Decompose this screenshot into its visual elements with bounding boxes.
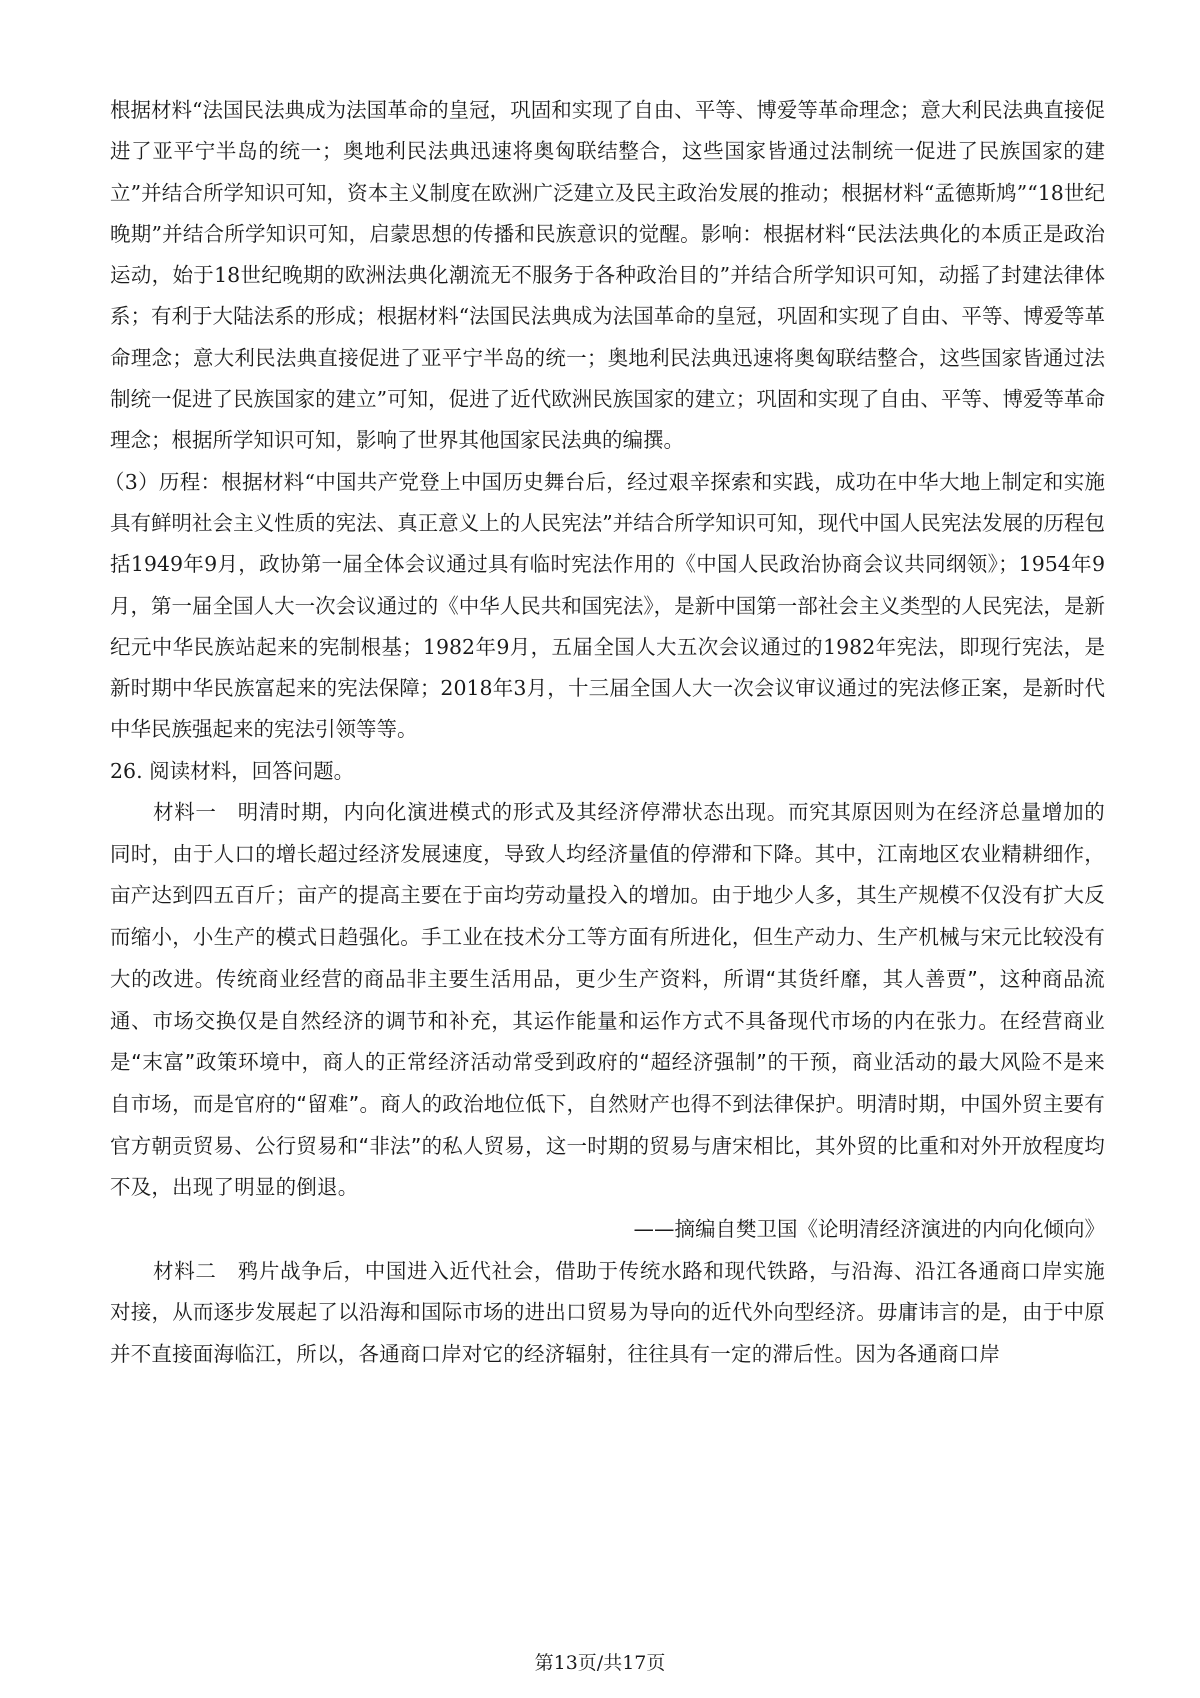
analysis-paragraph-1: 根据材料“法国民法典成为法国革命的皇冠，巩固和实现了自由、平等、博爱等革命理念；意大利民法典直接促进了亚平宁半岛的统一；奥地利民法典迅速将奥匈联结整合，这些国家皆通过法制统一促进了民族国家的建立”并结合所学知识可知，资本主义制度在欧洲广泛建立及民主政治发展的推动；根据材料“孟德斯鸠”“18世纪晚期”并结合所学知识可知，启蒙思想的传播和民族意识的觉醒。影响：根据材料“民法法典化的本质正是政治运动，始于18世纪晚期的欧洲法典化潮流无不服务于各种政治目的”并结合所学知识可知，动摇了封建法律体系；有利于大陆法系的形成；根据材料“法国民法典成为法国革命的皇冠，巩固和实现了自由、平等、博爱等革命理念；意大利民法典直接促进了亚平宁半岛的统一；奥地利民法典迅速将奥匈联结整合，这些国家皆通过法制统一促进了民族国家的建立”可知，促进了近代欧洲民族国家的建立；巩固和实现了自由、平等、博爱等革命理念；根据所学知识可知，影响了世界其他国家民法典的编撰。 [110,98,1105,453]
document-body [104,90,1105,1376]
material-1-source: ——摘编自樊卫国《论明清经济演进的内向化倾向》 [633,1217,1105,1242]
material-1-text: 材料一 明清时期，内向化演进模式的形式及其经济停滞状态出现。而究其原因则为在经济总量增加的同时，由于人口的增长超过经济发展速度，导致人均经济量值的停滞和下降。其中，江南地区农业精耕细作，亩产达到四五百斤；亩产的提高主要在于亩均劳动量投入的增加。由于地少人多，其生产规模不仅没有扩大反而缩小，小生产的模式日趋强化。手工业在技术分工等方面有所进化，但生产动力、生产机械与宋元比较没有大的改进。传统商业经营的商品非主要生活用品，更少生产资料，所谓“其货纤靡，其人善贾”，这种商品流通、市场交换仅是自然经济的调节和补充，其运作能量和运作方式不具备现代市场的内在张力。在经营商业是“末富”政策环境中，商人的正常经济活动常受到政府的“超经济强制”的干预，商业活动的最大风险不是来自市场，而是官府的“留难”。商人的政治地位低下，自然财产也得不到法律保护。明清时期，中国外贸主要有官方朝贡贸易、公行贸易和“非法”的私人贸易，这一时期的贸易与唐宋相比，其外贸的比重和对外开放程度均不及，出现了明显的倒退。 [110,800,1105,1200]
analysis-paragraph-2: （3）历程：根据材料“中国共产党登上中国历史舞台后，经过艰辛探索和实践，成功在中华大地上制定和实施具有鲜明社会主义性质的宪法、真正意义上的人民宪法”并结合所学知识可知，现代中国人民宪法发展的历程包括1949年9月，政协第一届全体会议通过具有临时宪法作用的《中国人民政治协商会议共同纲领》；1954年9月，第一届全国人大一次会议通过的《中华人民共和国宪法》，是新中国第一部社会主义类型的人民宪法，是新纪元中华民族站起来的宪制根基；1982年9月，五届全国人大五次会议通过的1982年宪法，即现行宪法，是新时期中华民族富起来的宪法保障；2018年3月，十三届全国人大一次会议审议通过的宪法修正案，是新时代中华民族强起来的宪法引领等等。 [104,469,1105,742]
question-26-title: 26. 阅读材料，回答问题。 [110,758,355,783]
material-2-text: 材料二 鸦片战争后，中国进入近代社会，借助于传统水路和现代铁路，与沿海、沿江各通商口岸实施对接，从而逐步发展起了以沿海和国际市场的进出口贸易为导向的近代外向型经济。毋庸讳言的是，由于中原并不直接面海临江，所以，各通商口岸对它的经济辐射，往往具有一定的滞后性。因为各通商口岸 [110,1258,1105,1367]
page-number: 第13页/共17页 [534,1652,666,1674]
